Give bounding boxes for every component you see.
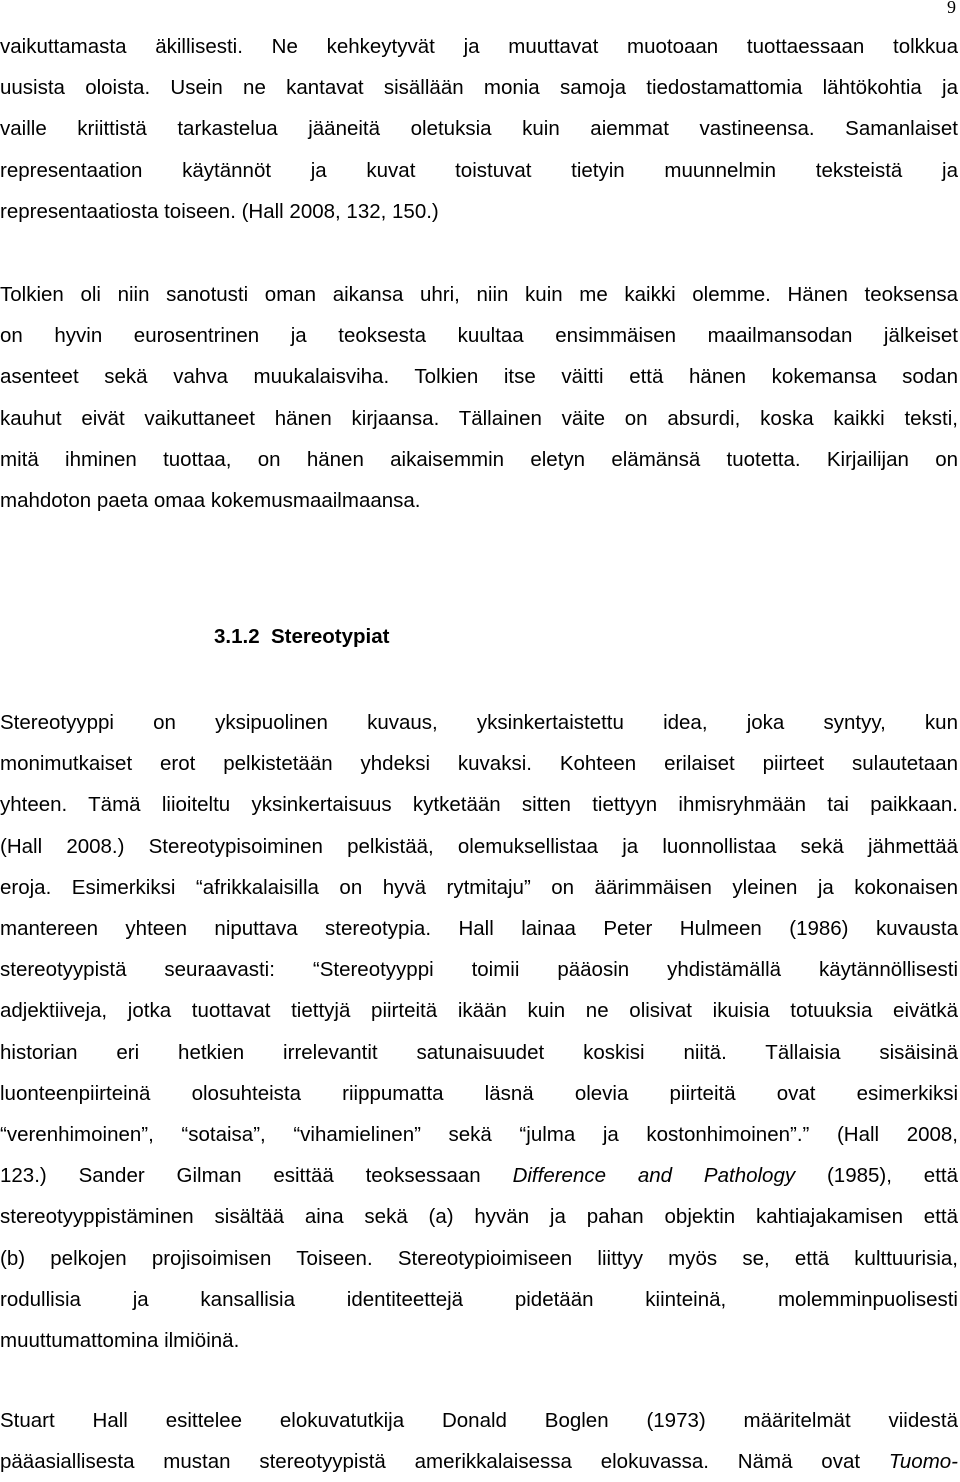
page-number: 9 [947, 0, 956, 17]
text-line: stereotyypistä seuraavasti: “Stereotyyppi toimii pääosin yhdistämällä käytännöllisesti [0, 958, 958, 982]
paragraph-2 [0, 274, 958, 521]
text-line: on hyvin eurosentrinen ja teoksesta kuultaa ensimmäisen maailmansodan jälkeiset [0, 324, 958, 348]
text-line: kauhut eivät vaikuttaneet hänen kirjaansa. Tällainen väite on absurdi, koska kaikki teksti, [0, 406, 958, 430]
paragraph-4 [0, 1400, 958, 1482]
text-line: muuttumattomina ilmiöinä. [0, 1329, 240, 1353]
text-line: monimutkaiset erot pelkistetään yhdeksi kuvaksi. Kohteen erilaiset piirteet sulautetaan [0, 752, 958, 776]
text-segment: pääasiallisesta mustan stereotyypistä amerikkalaisessa elokuvassa. Nämä ovat [0, 1450, 889, 1474]
book-title: Difference and Pathology [512, 1164, 796, 1188]
text-segment: 123.) Sander Gilman esittää teoksessaan [0, 1164, 513, 1188]
text-line: luonteenpiirteinä olosuhteista riippumatta läsnä olevia piirteitä ovat esimerkiksi [0, 1081, 958, 1105]
text-line: Stereotyyppi on yksipuolinen kuvaus, yksinkertaistettu idea, joka syntyy, kun [0, 711, 958, 734]
text-line: asenteet sekä vahva muukalaisviha. Tolkien itse väitti että hänen kokemansa sodan [0, 365, 958, 389]
text-segment: (1985), että [795, 1164, 958, 1188]
text-line: (Hall 2008.) Stereotypisoiminen pelkistää, olemuksellistaa ja luonnollistaa sekä jähmettää [0, 834, 958, 858]
text-line: mantereen yhteen niputtava stereotypia. Hall lainaa Peter Hulmeen (1986) kuvausta [0, 917, 958, 941]
text-line [0, 1441, 958, 1482]
text-line: yhteen. Tämä liioiteltu yksinkertaisuus kytketään sitten tiettyyn ihmisryhmään tai paikkaan. [0, 793, 958, 817]
text-line: vaille kriittistä tarkastelua jääneitä oletuksia kuin aiemmat vastineensa. Samanlaiset [0, 117, 958, 141]
text-line: rodullisia ja kansallisia identiteettejä pidetään kiinteinä, molemminpuolisesti [0, 1287, 958, 1311]
section-heading: 3.1.2 Stereotypiat [214, 625, 390, 648]
paragraph-3 [0, 702, 958, 1361]
text-line: historian eri hetkien irrelevantit satunaisuudet koskisi niitä. Tällaisia sisäisinä [0, 1040, 958, 1064]
italic-name: Tuomo- [888, 1450, 958, 1474]
text-line: “verenhimoinen”, “sotaisa”, “vihamielinen” sekä “julma ja kostonhimoinen”.” (Hall 2008, [0, 1123, 958, 1147]
text-line: adjektiiveja, jotka tuottavat tiettyjä piirteitä ikään kuin ne olisivat ikuisia totuuksia eivätkä [0, 999, 958, 1023]
text-line: Stuart Hall esittelee elokuvatutkija Donald Boglen (1973) määritelmät viidestä [0, 1409, 958, 1432]
text-line: mahdoton paeta omaa kokemusmaailmaansa. [0, 489, 421, 513]
text-line: representaation käytännöt ja kuvat toistuvat tietyin muunnelmin teksteistä ja [0, 158, 958, 182]
paragraph-1 [0, 26, 958, 232]
text-line: (b) pelkojen projisoimisen Toiseen. Stereotypioimiseen liittyy myös se, että kulttuurisia, [0, 1246, 958, 1270]
text-line: stereotyyppistäminen sisältää aina sekä (a) hyvän ja pahan objektin kahtiajakamisen että [0, 1205, 958, 1229]
text-line: Tolkien oli niin sanotusti oman aikansa uhri, niin kuin me kaikki olemme. Hänen teoksensa [0, 283, 958, 306]
text-line: mitä ihminen tuottaa, on hänen aikaisemmin eletyn elämänsä tuotetta. Kirjailijan on [0, 447, 958, 471]
text-line: eroja. Esimerkiksi “afrikkalaisilla on hyvä rytmitaju” on äärimmäisen yleinen ja kokonaisen [0, 875, 958, 899]
text-line: uusista oloista. Usein ne kantavat sisällään monia samoja tiedostamattomia lähtökohtia ja [0, 76, 958, 100]
text-line [0, 1155, 958, 1196]
text-line: representaatiosta toiseen. (Hall 2008, 132, 150.) [0, 199, 439, 223]
text-line: vaikuttamasta äkillisesti. Ne kehkeytyvät ja muuttavat muotoaan tuottaessaan tolkkua [0, 35, 958, 58]
